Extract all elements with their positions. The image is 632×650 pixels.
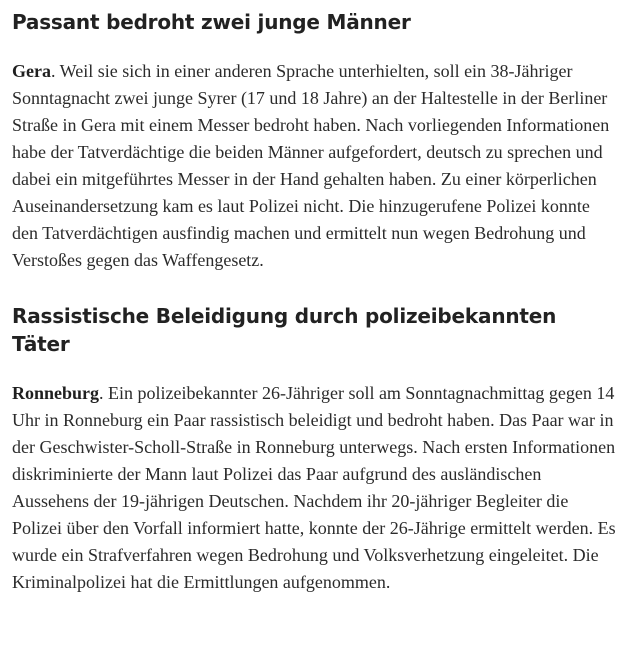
article-ronneburg xyxy=(12,302,620,596)
article-headline: Passant bedroht zwei junge Männer xyxy=(12,10,411,34)
article-gera xyxy=(12,8,620,274)
article-body xyxy=(12,380,620,596)
article-text: . Weil sie sich in einer anderen Sprache unterhielten, soll ein 38-Jähriger Sonntagnacht zwei junge Syrer (17 und 18 Jahre) an der Haltestelle in der Berliner Straße in Gera mit einem Messer bedroht haben. Nach vorliegenden Informationen habe der Tatverdächtige die beiden Männer aufgefordert, deutsch zu sprechen und dabei ein mitgeführtes Messer in der Hand gehalten haben. Zu einer körperlichen Auseinandersetzung kam es laut Polizei nicht. Die hinzugerufene Polizei konnte den Tatverdächtigen ausfindig machen und ermittelt nun wegen Bedrohung und Verstoßes gegen das Waffengesetz. xyxy=(12,61,610,270)
article-body xyxy=(12,58,620,274)
article-headline: Rassistische Beleidigung durch polizeibekannten Täter xyxy=(12,304,557,356)
article-text: . Ein polizeibekannter 26-Jähriger soll am Sonntagnachmittag gegen 14 Uhr in Ronneburg ein Paar rassistisch beleidigt und bedroht haben. Das Paar war in der Geschwister-Scholl-Straße in Ronneburg unterwegs. Nach ersten Informationen diskriminierte der Mann laut Polizei das Paar aufgrund des ausländischen Aussehens der 19-jährigen Deutschen. Nachdem ihr 20-jähriger Begleiter die Polizei über den Vorfall informiert hatte, konnte der 26-Jährige ermittelt werden. Es wurde ein Strafverfahren wegen Bedrohung und Volksverhetzung eingeleitet. Die Kriminalpolizei hat die Ermittlungen aufgenommen. xyxy=(12,383,616,592)
article-dateline: Ronneburg xyxy=(12,383,100,403)
article-dateline: Gera xyxy=(12,61,51,81)
